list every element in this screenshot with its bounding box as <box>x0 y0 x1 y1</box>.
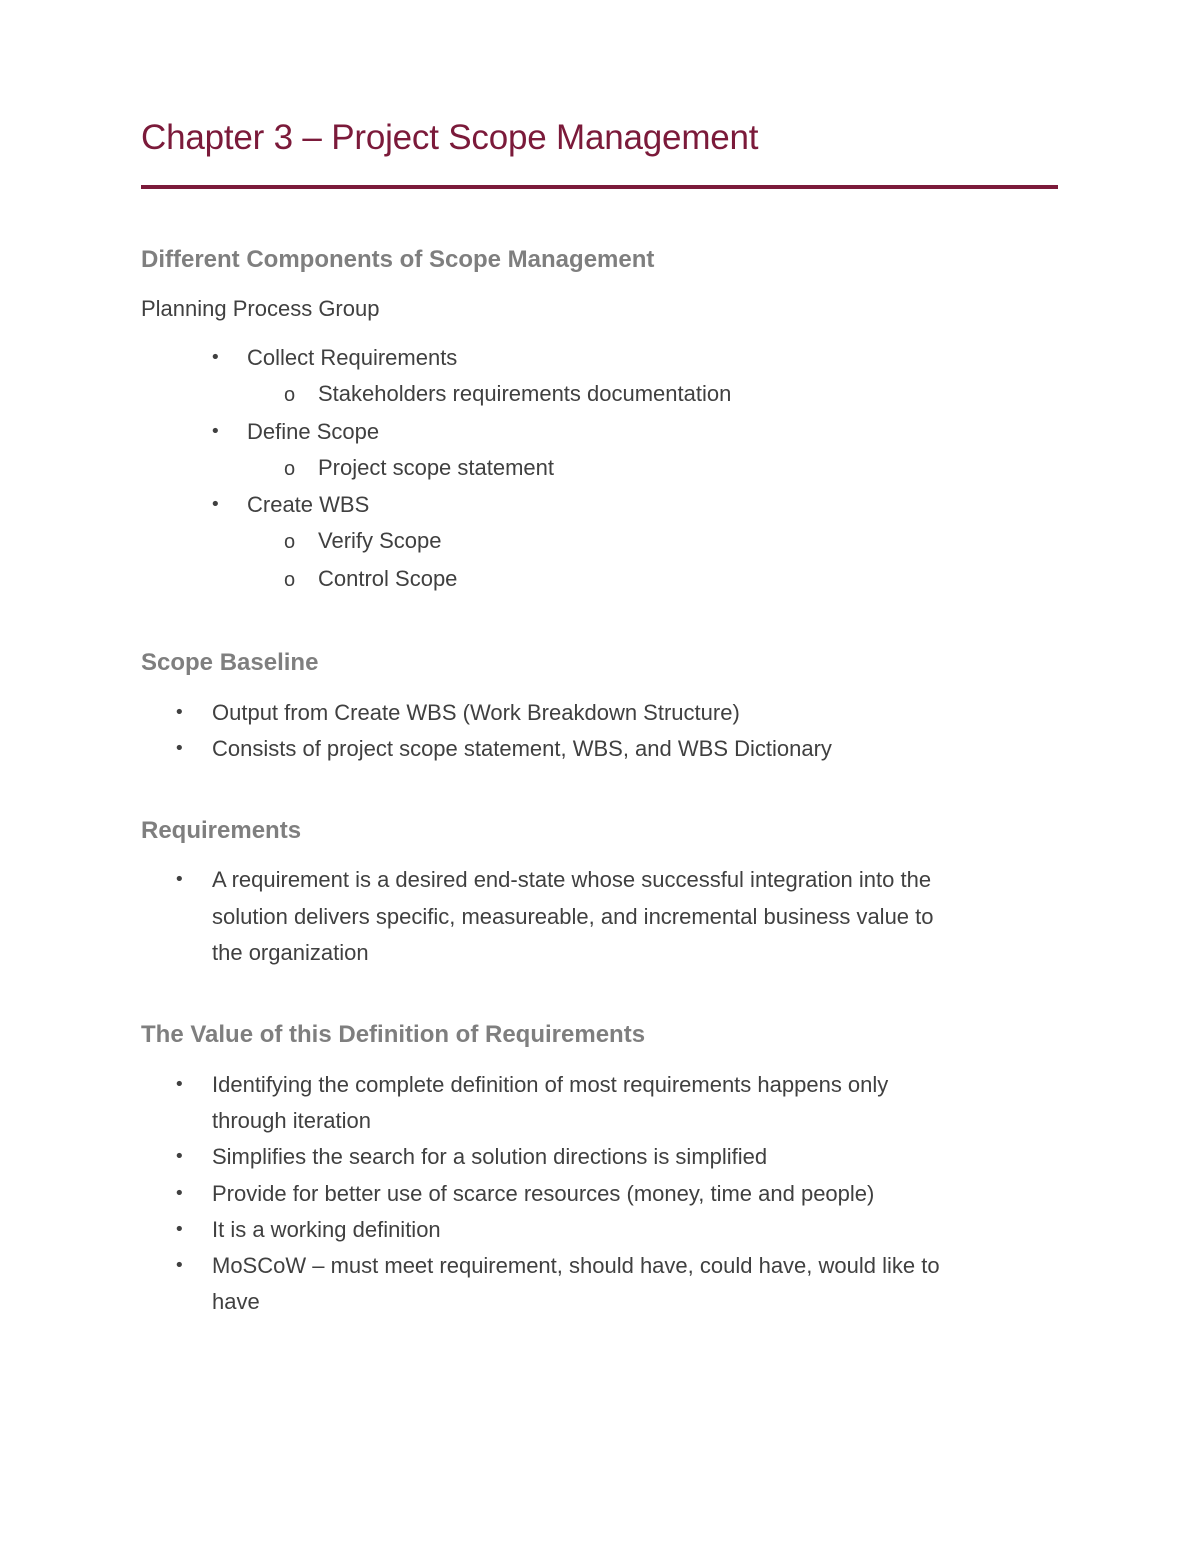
sub-item-stakeholders: Stakeholders requirements documentation <box>318 381 732 406</box>
list-item-simplifies: Simplifies the search for a solution directions is simplified <box>212 1144 768 1169</box>
section-heading-scope-baseline: Scope Baseline <box>141 649 319 676</box>
list-item-define-scope: Define Scope <box>247 419 380 444</box>
list-item-requirement-definition-line-1: A requirement is a desired end-state whose successful integration into the <box>212 867 932 892</box>
sub-bullet-icon: o <box>284 384 296 406</box>
list-item-requirement-definition-line-3: the organization <box>212 940 369 965</box>
sub-bullet-icon: o <box>284 569 296 591</box>
bullet-icon: • <box>210 494 221 515</box>
bullet-icon: • <box>174 1255 185 1276</box>
list-item-working-definition: It is a working definition <box>212 1217 441 1242</box>
list-item-identifying-line-1: Identifying the complete definition of most requirements happens only <box>212 1072 889 1097</box>
bullet-icon: • <box>174 869 185 890</box>
bullet-icon: • <box>174 1146 185 1167</box>
sub-item-control-scope: Control Scope <box>318 566 458 591</box>
bullet-icon: • <box>174 1183 185 1204</box>
list-item-provide: Provide for better use of scarce resources (money, time and people) <box>212 1181 875 1206</box>
title-divider <box>141 185 1058 189</box>
sub-item-project-scope-statement: Project scope statement <box>318 455 555 480</box>
list-item-identifying-line-2: through iteration <box>212 1108 371 1133</box>
list-item-moscow-line-1: MoSCoW – must meet requirement, should have, could have, would like to <box>212 1253 940 1278</box>
list-item-create-wbs: Create WBS <box>247 492 370 517</box>
bullet-icon: • <box>174 702 185 723</box>
bullet-icon: • <box>174 738 185 759</box>
section-heading-components: Different Components of Scope Management <box>141 246 655 273</box>
planning-process-group-label: Planning Process Group <box>141 296 380 321</box>
list-item-requirement-definition-line-2: solution delivers specific, measureable, and incremental business value to <box>212 904 934 929</box>
list-item-moscow-line-2: have <box>212 1289 260 1314</box>
section-heading-value-of-definition: The Value of this Definition of Requirements <box>141 1021 646 1048</box>
bullet-icon: • <box>210 421 221 442</box>
bullet-icon: • <box>174 1219 185 1240</box>
sub-bullet-icon: o <box>284 531 296 553</box>
bullet-icon: • <box>174 1074 185 1095</box>
list-item-collect-requirements: Collect Requirements <box>247 345 458 370</box>
bullet-icon: • <box>210 347 221 368</box>
sub-item-verify-scope: Verify Scope <box>318 528 442 553</box>
section-heading-requirements: Requirements <box>141 817 302 844</box>
page-title: Chapter 3 – Project Scope Management <box>141 118 759 157</box>
list-item-output-create-wbs: Output from Create WBS (Work Breakdown Structure) <box>212 700 740 725</box>
sub-bullet-icon: o <box>284 458 296 480</box>
list-item-consists-of: Consists of project scope statement, WBS, and WBS Dictionary <box>212 736 832 761</box>
